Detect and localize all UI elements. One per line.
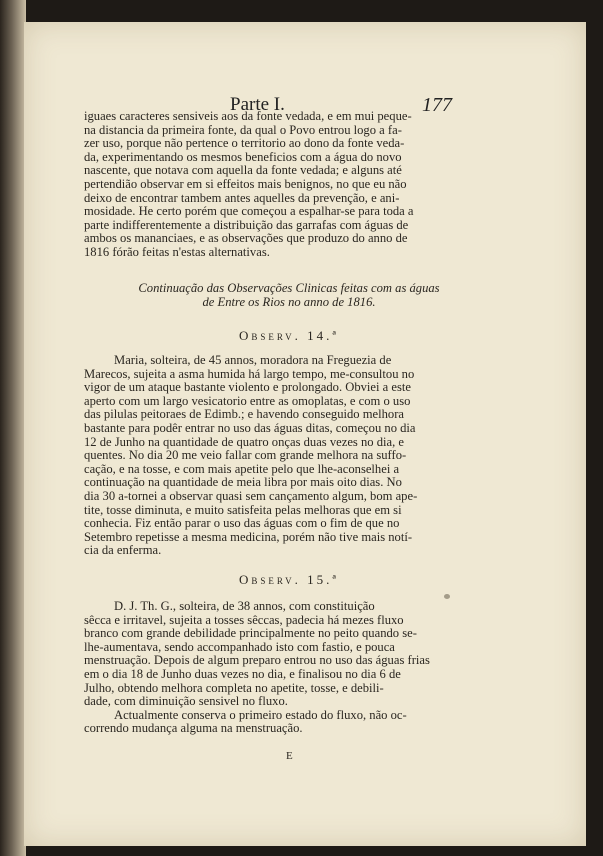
text-line: da, experimentando os mesmos beneficios com a água do novo — [84, 149, 402, 164]
text-line: Marecos, sujeita a asma humida há largo tempo, me-consultou no — [84, 366, 415, 381]
observation-14-heading: Observ. 14.ª — [238, 328, 339, 343]
text-line: deixo de encontrar tambem antes aquelles da prevenção, e ani- — [84, 190, 400, 205]
text-line: na distancia da primeira fonte, da qual o Povo entrou logo a fa- — [84, 122, 402, 137]
text-line: iguaes caracteres sensiveis aos da fonte vedada, e em mui peque- — [84, 109, 412, 123]
text-line: Actualmente conserva o primeiro estado do fluxo, não oc- — [114, 707, 407, 722]
text-line: ambos os mananciaes, e as observações que produzo do anno de — [84, 231, 408, 246]
text-line: cia da enferma. — [84, 543, 162, 558]
intro-paragraph — [84, 110, 494, 260]
text-line: das pilulas peitoraes de Edimb.; e havendo conseguido melhora — [84, 407, 405, 422]
text-line: continuação na quantidade de meia libra por mais oito dias. No — [84, 475, 402, 490]
observation-15-heading: Observ. 15.ª — [238, 572, 339, 587]
text-line: zer uso, porque não pertence o territorio ao dono da fonte veda- — [84, 136, 405, 151]
book-page — [24, 22, 586, 846]
caption-line: Continuação das Observações Clinicas feitas com as águas — [138, 281, 440, 295]
text-line: quentes. No dia 20 me veio fallar com grande melhora na suffo- — [84, 448, 407, 463]
text-line: lhe-aumentava, sendo accompanhado isto com fastio, e pouca — [84, 639, 395, 654]
text-line: aperto com um largo vesicatorio entre as omoplatas, e com o uso — [84, 393, 411, 408]
text-line: bastante para podêr entrar no uso das águas ditas, começou no dia — [84, 420, 416, 435]
text-line: correndo mudança alguma na menstruação. — [84, 721, 303, 736]
text-line: pertendião observar em si effeitos mais benignos, no que eu não — [84, 176, 407, 191]
observation-14-text — [84, 354, 494, 558]
text-line: menstruação. Depois de algum preparo entrou no uso das águas frias — [84, 653, 430, 668]
text-line: 12 de Junho na quantidade de quatro onças duas vezes no dia, e — [84, 434, 404, 449]
text-line: parte indifferentemente a distribuição das garrafas com águas de — [84, 217, 409, 232]
text-line: cação, e na tosse, e com mais apetite pelo que lhe-aconselhei a — [84, 461, 400, 476]
text-line: Maria, solteira, de 45 annos, moradora na Freguezia de — [114, 353, 392, 367]
text-line: Julho, obtendo melhora completa no apetite, tosse, e debili- — [84, 680, 384, 695]
text-line: dia 30 a-tornei a observar quasi sem cançamento algum, bom ape- — [84, 488, 418, 503]
text-line: mosidade. He certo porém que começou a espalhar-se para toda a — [84, 204, 414, 219]
facing-page-edge — [0, 0, 26, 856]
text-line: tite, tosse diminuta, e muito satisfeita pelas melhoras que em si — [84, 502, 402, 517]
text-line: vigor de um ataque bastante violento e prolongado. Obviei a este — [84, 380, 411, 395]
caption-line: de Entre os Rios no anno de 1816. — [202, 294, 376, 309]
signature-mark: E — [286, 750, 293, 762]
section-caption — [84, 282, 494, 309]
text-line: branco com grande debilidade principalmente no peito quando se- — [84, 626, 417, 641]
text-line: dade, com diminuição sensivel no fluxo. — [84, 694, 288, 709]
text-line: sêcca e irritavel, sujeita a tosses sêccas, padecia há mezes fluxo — [84, 612, 404, 627]
page-number: 177 — [422, 94, 452, 116]
ink-stain — [444, 594, 450, 599]
observation-15-text — [84, 600, 494, 736]
running-title: Parte I. — [230, 94, 285, 115]
text-line: em o dia 18 de Junho duas vezes no dia, e finalisou no dia 6 de — [84, 666, 401, 681]
text-line: Setembro repetisse a mesma medicina, porém não tive mais notí- — [84, 529, 413, 544]
text-line: conhecia. Fiz então parar o uso das águas com o fim de que no — [84, 516, 400, 531]
text-line: nascente, que notava com aquella da fonte vedada; e alguns até — [84, 163, 402, 178]
text-line: D. J. Th. G., solteira, de 38 annos, com constituição — [114, 599, 375, 613]
text-line: 1816 fórão feitas n'estas alternativas. — [84, 244, 270, 259]
